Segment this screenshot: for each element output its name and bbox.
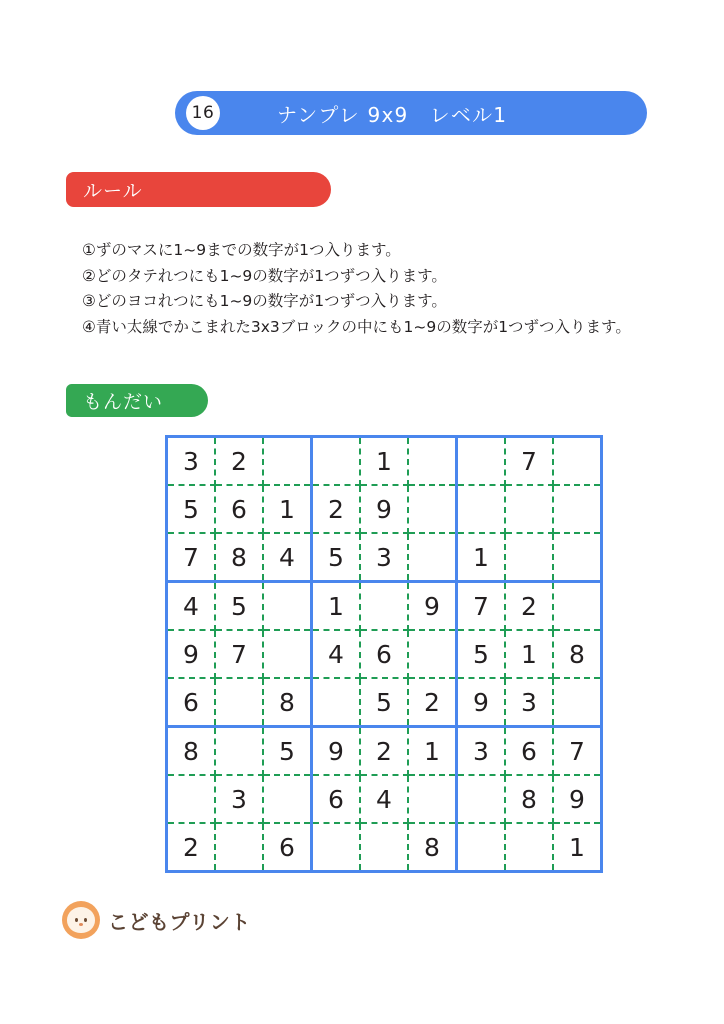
sudoku-cell-given: 8 xyxy=(263,678,312,727)
cat-face xyxy=(67,907,95,933)
sudoku-cell-given: 9 xyxy=(167,630,216,678)
sudoku-cell-given: 4 xyxy=(167,582,216,631)
sudoku-row xyxy=(167,582,602,631)
rule-item: ③どのヨコれつにも1~9の数字が1つずつ入ります。 xyxy=(82,292,447,310)
sudoku-cell-given: 5 xyxy=(263,727,312,776)
sudoku-cell-empty[interactable] xyxy=(505,533,553,582)
sudoku-cell-given: 8 xyxy=(505,775,553,823)
sudoku-cell-empty[interactable] xyxy=(553,582,602,631)
sudoku-cell-given: 4 xyxy=(263,533,312,582)
sudoku-cell-empty[interactable] xyxy=(167,775,216,823)
sudoku-cell-given: 8 xyxy=(408,823,457,872)
sudoku-cell-given: 6 xyxy=(360,630,408,678)
sudoku-cell-empty[interactable] xyxy=(408,533,457,582)
sudoku-cell-given: 1 xyxy=(457,533,506,582)
sudoku-cell-given: 5 xyxy=(215,582,263,631)
sudoku-cell-empty[interactable] xyxy=(457,437,506,486)
brand-name: こどもプリント xyxy=(108,909,251,934)
sudoku-cell-given: 2 xyxy=(505,582,553,631)
sudoku-cell-given: 1 xyxy=(553,823,602,872)
cat-eye-left xyxy=(75,918,78,922)
sudoku-cell-empty[interactable] xyxy=(215,823,263,872)
sudoku-cell-empty[interactable] xyxy=(408,775,457,823)
sudoku-cell-given: 7 xyxy=(167,533,216,582)
sudoku-cell-given: 3 xyxy=(167,437,216,486)
rule-item: ④青い太線でかこまれた3x3ブロックの中にも1~9の数字が1つずつ入ります。 xyxy=(82,317,631,336)
sudoku-cell-empty[interactable] xyxy=(505,485,553,533)
sudoku-cell-given: 1 xyxy=(505,630,553,678)
sudoku-cell-given: 1 xyxy=(263,485,312,533)
sudoku-cell-empty[interactable] xyxy=(215,727,263,776)
sudoku-cell-given: 2 xyxy=(215,437,263,486)
sudoku-cell-given: 3 xyxy=(360,533,408,582)
sudoku-row xyxy=(167,727,602,776)
rules-banner xyxy=(66,172,331,207)
sudoku-cell-given: 9 xyxy=(553,775,602,823)
sudoku-cell-given: 7 xyxy=(553,727,602,776)
sudoku-cell-empty[interactable] xyxy=(553,437,602,486)
sudoku-row xyxy=(167,775,602,823)
sudoku-cell-empty[interactable] xyxy=(263,630,312,678)
sudoku-cell-given: 5 xyxy=(312,533,361,582)
sudoku-cell-given: 9 xyxy=(408,582,457,631)
sudoku-cell-empty[interactable] xyxy=(553,678,602,727)
sudoku-grid xyxy=(165,435,603,873)
sudoku-cell-given: 5 xyxy=(167,485,216,533)
sudoku-cell-given: 7 xyxy=(215,630,263,678)
cat-eye-right xyxy=(84,918,87,922)
sudoku-cell-given: 8 xyxy=(167,727,216,776)
sudoku-cell-given: 9 xyxy=(312,727,361,776)
sudoku-cell-given: 1 xyxy=(312,582,361,631)
sudoku-row xyxy=(167,437,602,486)
sudoku-cell-empty[interactable] xyxy=(360,823,408,872)
footer-brand xyxy=(62,901,251,939)
sudoku-cell-given: 3 xyxy=(457,727,506,776)
sudoku-cell-empty[interactable] xyxy=(360,582,408,631)
sudoku-cell-empty[interactable] xyxy=(263,775,312,823)
sudoku-cell-empty[interactable] xyxy=(408,630,457,678)
sudoku-cell-empty[interactable] xyxy=(263,437,312,486)
sudoku-cell-empty[interactable] xyxy=(263,582,312,631)
sudoku-cell-given: 1 xyxy=(360,437,408,486)
sudoku-cell-given: 2 xyxy=(312,485,361,533)
sudoku-cell-empty[interactable] xyxy=(215,678,263,727)
sudoku-cell-given: 6 xyxy=(167,678,216,727)
sudoku-cell-given: 8 xyxy=(553,630,602,678)
sudoku-cell-given: 2 xyxy=(408,678,457,727)
sudoku-cell-empty[interactable] xyxy=(408,437,457,486)
sudoku-row xyxy=(167,533,602,582)
sudoku-cell-given: 4 xyxy=(312,630,361,678)
sudoku-cell-empty[interactable] xyxy=(312,678,361,727)
rule-item: ②どのタテれつにも1~9の数字が1つずつ入ります。 xyxy=(82,266,447,285)
worksheet-number-badge: 16 xyxy=(186,96,220,130)
sudoku-row xyxy=(167,630,602,678)
sudoku-grid-container xyxy=(165,435,603,873)
problem-banner xyxy=(66,384,208,417)
sudoku-cell-given: 7 xyxy=(457,582,506,631)
sudoku-cell-empty[interactable] xyxy=(457,485,506,533)
sudoku-cell-empty[interactable] xyxy=(312,437,361,486)
sudoku-cell-given: 3 xyxy=(505,678,553,727)
rules-list xyxy=(82,238,662,340)
problem-banner-label: もんだい xyxy=(83,391,164,413)
sudoku-cell-given: 5 xyxy=(457,630,506,678)
sudoku-cell-given: 6 xyxy=(505,727,553,776)
sudoku-cell-given: 6 xyxy=(312,775,361,823)
sudoku-cell-empty[interactable] xyxy=(312,823,361,872)
worksheet-header-bar xyxy=(175,91,647,135)
sudoku-row xyxy=(167,823,602,872)
cat-logo-icon xyxy=(62,901,100,939)
rules-banner-label: ルール xyxy=(83,180,143,202)
sudoku-cell-given: 1 xyxy=(408,727,457,776)
sudoku-cell-empty[interactable] xyxy=(457,775,506,823)
sudoku-cell-given: 4 xyxy=(360,775,408,823)
rule-item: ①ずのマスに1~9までの数字が1つ入ります。 xyxy=(82,241,401,259)
sudoku-cell-empty[interactable] xyxy=(553,533,602,582)
sudoku-cell-given: 2 xyxy=(167,823,216,872)
sudoku-cell-empty[interactable] xyxy=(408,485,457,533)
sudoku-cell-given: 9 xyxy=(457,678,506,727)
sudoku-cell-empty[interactable] xyxy=(505,823,553,872)
sudoku-row xyxy=(167,485,602,533)
sudoku-cell-given: 5 xyxy=(360,678,408,727)
page-title: ナンプレ 9x9 レベル1 xyxy=(277,102,508,127)
sudoku-cell-given: 2 xyxy=(360,727,408,776)
sudoku-cell-given: 6 xyxy=(215,485,263,533)
sudoku-cell-given: 9 xyxy=(360,485,408,533)
cat-nose xyxy=(79,923,83,926)
sudoku-cell-given: 7 xyxy=(505,437,553,486)
sudoku-cell-given: 3 xyxy=(215,775,263,823)
sudoku-cell-empty[interactable] xyxy=(553,485,602,533)
sudoku-row xyxy=(167,678,602,727)
sudoku-cell-given: 6 xyxy=(263,823,312,872)
sudoku-cell-given: 8 xyxy=(215,533,263,582)
sudoku-cell-empty[interactable] xyxy=(457,823,506,872)
